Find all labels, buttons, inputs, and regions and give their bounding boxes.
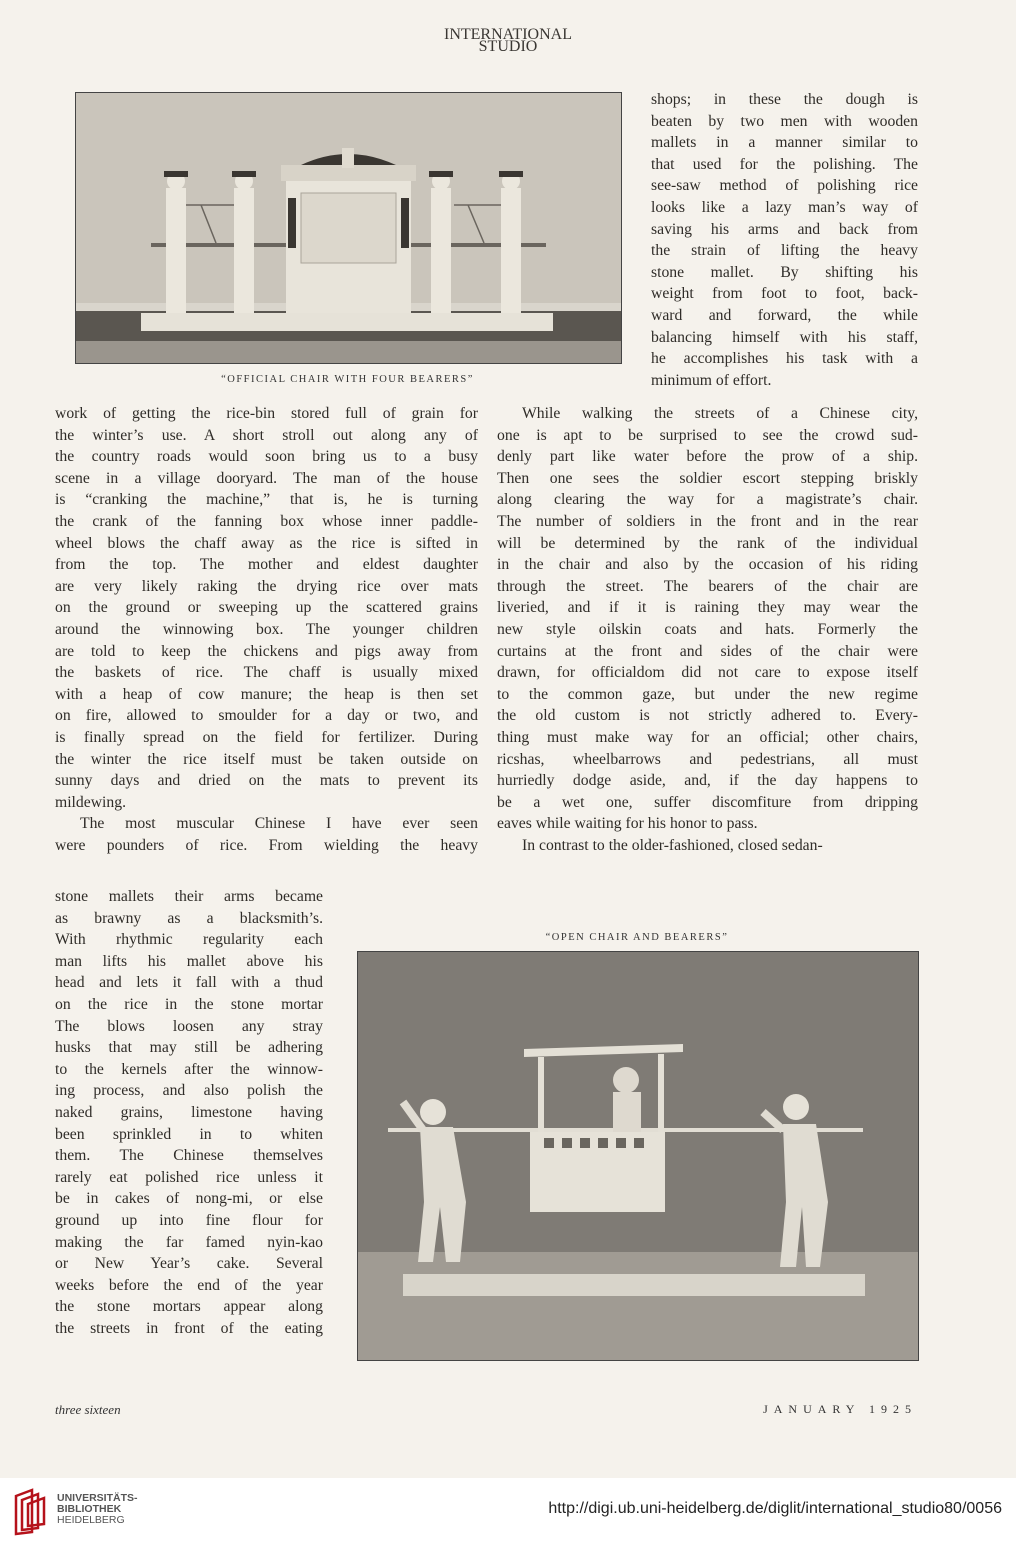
library-name-line: BIBLIOTHEK <box>57 1503 122 1515</box>
photo-open-chair <box>357 951 919 1361</box>
library-name-line: HEIDELBERG <box>57 1514 125 1526</box>
text-line: the winter’s use. A short stroll out along any of <box>55 426 478 444</box>
text-line: mildewing. <box>55 793 127 811</box>
library-name <box>57 1493 138 1526</box>
text-line: the strain of lifting the heavy <box>651 242 918 260</box>
column-right-top <box>651 89 918 391</box>
text-line: scene in a village dooryard. The man of the house <box>55 469 478 487</box>
text-line: is “cranking the machine,” that is, he is turning <box>55 491 478 509</box>
text-line: that used for the polishing. The <box>651 155 918 173</box>
text-line: With rhythmic regularity each <box>55 931 323 949</box>
text-line: thing must make way for an official; other chairs, <box>497 728 918 746</box>
source-url[interactable]: http://digi.ub.uni-heidelberg.de/diglit/international_studio80/0056 <box>548 1500 1002 1517</box>
text-line: hurriedly dodge aside, and, if the day happens to <box>497 772 918 790</box>
column-left-narrow <box>55 886 323 1339</box>
library-banner <box>0 1478 1016 1551</box>
text-line: are told to keep the chickens and pigs away from <box>55 642 478 660</box>
text-line: saving his arms and back from <box>651 220 918 238</box>
masthead-line-1: INTERNATIONAL <box>444 26 572 43</box>
footer-date: JANUARY 1925 <box>763 1402 917 1416</box>
text-line: the streets in front of the eating <box>55 1319 323 1337</box>
column-right-main <box>497 403 918 856</box>
text-line: are very likely raking the drying rice over mats <box>55 577 478 595</box>
text-line: one is apt to be surprised to see the crowd sud- <box>497 426 918 444</box>
text-line: see-saw method of polishing rice <box>651 177 918 195</box>
text-line: on fire, allowed to smoulder for a day or two, and <box>55 707 478 725</box>
text-line: Then one sees the soldier escort stepping briskly <box>497 469 918 487</box>
footer-page-label: three sixteen <box>55 1402 121 1417</box>
text-line: to the common gaze, but under the new regime <box>497 685 918 703</box>
text-line: While walking the streets of a Chinese city, <box>522 405 918 422</box>
text-line: sunny days and dried on the mats to prevent its <box>55 772 478 790</box>
text-line: be a wet one, suffer discomfiture from dripping <box>497 793 918 811</box>
text-line: ricshas, wheelbarrows and pedestrians, all must <box>497 750 918 768</box>
text-line: the country roads would soon bring us to a busy <box>55 448 478 466</box>
text-line: denly part like water before the prow of a ship. <box>497 448 918 466</box>
caption-open-chair: “OPEN CHAIR AND BEARERS” <box>545 932 729 943</box>
text-line: be in cakes of nong-mi, or else <box>55 1190 323 1208</box>
text-line: husks that may still be adhering <box>55 1039 323 1057</box>
text-line: The most muscular Chinese I have ever seen <box>80 815 478 833</box>
text-line: through the street. The bearers of the chair are <box>497 577 918 595</box>
text-line: ward and forward, the while <box>651 306 918 324</box>
text-line: as brawny as a blacksmith’s. <box>55 909 323 927</box>
text-line: wheel blows the chaff away as the rice is sifted in <box>55 534 478 552</box>
text-line: along clearing the way for a magistrate’s chair. <box>497 491 918 509</box>
text-line: curtains at the front and sides of the chair were <box>497 642 918 660</box>
text-line: beaten by two men with wooden <box>651 112 918 130</box>
text-line: ing process, and also polish the <box>55 1082 323 1100</box>
text-line: eaves while waiting for his honor to pass. <box>497 815 758 833</box>
text-line: The blows loosen any stray <box>55 1017 323 1035</box>
text-line: naked grains, limestone having <box>55 1103 323 1121</box>
text-line: mallets in a manner similar to <box>651 134 918 152</box>
text-line: in the chair and also by the occasion of his riding <box>497 556 918 574</box>
text-line: were pounders of rice. From wielding the heavy <box>55 836 478 854</box>
text-line: from the top. The mother and eldest daughter <box>55 556 478 574</box>
masthead-line-2: STUDIO <box>478 38 538 55</box>
text-line: them. The Chinese themselves <box>55 1147 323 1165</box>
text-line: In contrast to the older-fashioned, closed sedan- <box>522 836 823 854</box>
text-line: rarely eat polished rice unless it <box>55 1168 323 1186</box>
text-line: on the ground or sweeping up the scattered grains <box>55 599 478 617</box>
text-line: The number of soldiers in the front and in the rear <box>497 512 918 530</box>
text-line: or New Year’s cake. Several <box>55 1255 323 1273</box>
text-line: man lifts his mallet above his <box>55 952 323 970</box>
library-logo-icon <box>12 1488 50 1536</box>
text-line: weight from foot to foot, back- <box>651 285 918 303</box>
text-line: to the kernels after the winnow- <box>55 1060 323 1078</box>
text-line: stone mallet. By shifting his <box>651 263 918 281</box>
text-line: with a heap of cow manure; the heap is then set <box>55 685 478 703</box>
library-name-line: UNIVERSITÄTS- <box>57 1492 138 1504</box>
text-line: new style oilskin coats and hats. Formerly the <box>497 620 918 638</box>
text-line: ground up into fine flour for <box>55 1211 323 1229</box>
text-line: on the rice in the stone mortar <box>55 995 323 1013</box>
text-line: been sprinkled in to whiten <box>55 1125 323 1143</box>
text-line: weeks before the end of the year <box>55 1276 323 1294</box>
text-line: the stone mortars appear along <box>55 1298 323 1316</box>
text-line: shops; in these the dough is <box>651 91 918 108</box>
text-line: around the winnowing box. The younger children <box>55 620 478 638</box>
text-line: the crank of the fanning box whose inner paddle- <box>55 512 478 530</box>
text-line: head and lets it fall with a thud <box>55 974 323 992</box>
caption-official-chair: “OFFICIAL CHAIR WITH FOUR BEARERS” <box>221 374 474 385</box>
text-line: making the far famed nyin-kao <box>55 1233 323 1251</box>
text-line: he accomplishes his task with a <box>651 350 918 368</box>
text-line: liveried, and if it is raining they may wear the <box>497 599 918 617</box>
text-line: balancing himself with his staff, <box>651 328 918 346</box>
column-left-main <box>55 403 478 856</box>
text-line: will be determined by the rank of the individual <box>497 534 918 552</box>
text-line: drawn, for officialdom did not care to expose itself <box>497 664 918 682</box>
text-line: the baskets of rice. The chaff is usually mixed <box>55 664 478 682</box>
text-line: the old custom is not strictly adhered to. Every- <box>497 707 918 725</box>
text-line: minimum of effort. <box>651 371 772 389</box>
text-line: stone mallets their arms became <box>55 888 323 905</box>
photo-official-chair <box>75 92 622 364</box>
text-line: the winter the rice itself must be taken outside on <box>55 750 478 768</box>
text-line: is finally spread on the field for fertilizer. During <box>55 728 478 746</box>
text-line: work of getting the rice-bin stored full of grain for <box>55 405 478 422</box>
text-line: looks like a lazy man’s way of <box>651 198 918 216</box>
